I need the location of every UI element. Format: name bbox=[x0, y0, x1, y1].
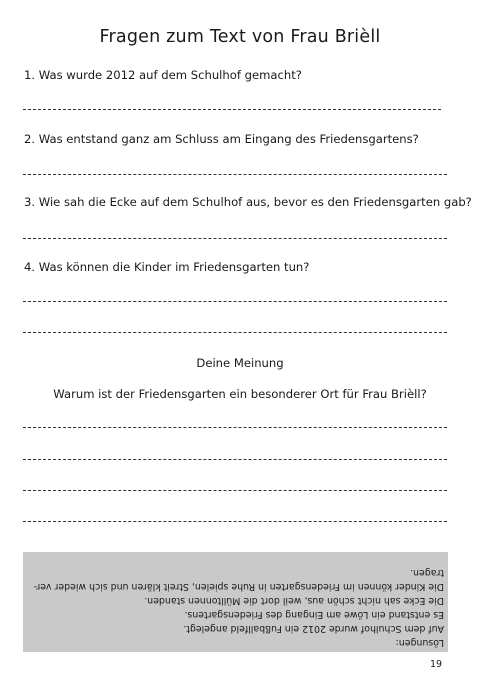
opinion-question: Warum ist der Friedensgarten ein besonderer Ort für Frau Briѐll? bbox=[53, 387, 427, 401]
solution-line: Die Ecke sah nicht schön aus, weil dort die Mülltonnen standen. bbox=[144, 595, 444, 606]
solutions-box bbox=[23, 552, 448, 652]
answer-line-3[interactable] bbox=[23, 238, 447, 239]
question-3: 3. Wie sah die Ecke auf dem Schulhof aus, bevor es den Friedensgarten gab? bbox=[24, 195, 472, 209]
opinion-line-1[interactable] bbox=[23, 427, 447, 428]
solutions-label: Lösungen: bbox=[395, 637, 444, 648]
solution-line: Auf dem Schulhof wurde 2012 ein Fußballfeld angelegt. bbox=[183, 623, 444, 634]
page-number: 19 bbox=[430, 659, 443, 670]
solution-line: tragen. bbox=[410, 567, 444, 578]
answer-line-2[interactable] bbox=[23, 174, 447, 175]
opinion-heading: Deine Meinung bbox=[196, 356, 284, 370]
opinion-line-3[interactable] bbox=[23, 490, 447, 491]
answer-line-1[interactable] bbox=[23, 109, 441, 110]
question-4: 4. Was können die Kinder im Friedensgarten tun? bbox=[24, 260, 310, 274]
page-title: Fragen zum Text von Frau Briѐll bbox=[99, 27, 381, 47]
solutions-upside-down bbox=[23, 552, 448, 652]
solution-line: Die Kinder können im Friedensgarten in Ruhe spielen, Streit klären und sich wieder ver- bbox=[33, 581, 444, 592]
opinion-line-4[interactable] bbox=[23, 521, 447, 522]
question-1: 1. Was wurde 2012 auf dem Schulhof gemacht? bbox=[24, 68, 302, 82]
opinion-line-2[interactable] bbox=[23, 459, 447, 460]
solution-line: Es entstand ein Löwe am Eingang des Friedensgartens. bbox=[184, 609, 444, 620]
answer-line-4b[interactable] bbox=[23, 332, 447, 333]
answer-line-4a[interactable] bbox=[23, 301, 447, 302]
question-2: 2. Was entstand ganz am Schluss am Eingang des Friedensgartens? bbox=[24, 132, 419, 146]
